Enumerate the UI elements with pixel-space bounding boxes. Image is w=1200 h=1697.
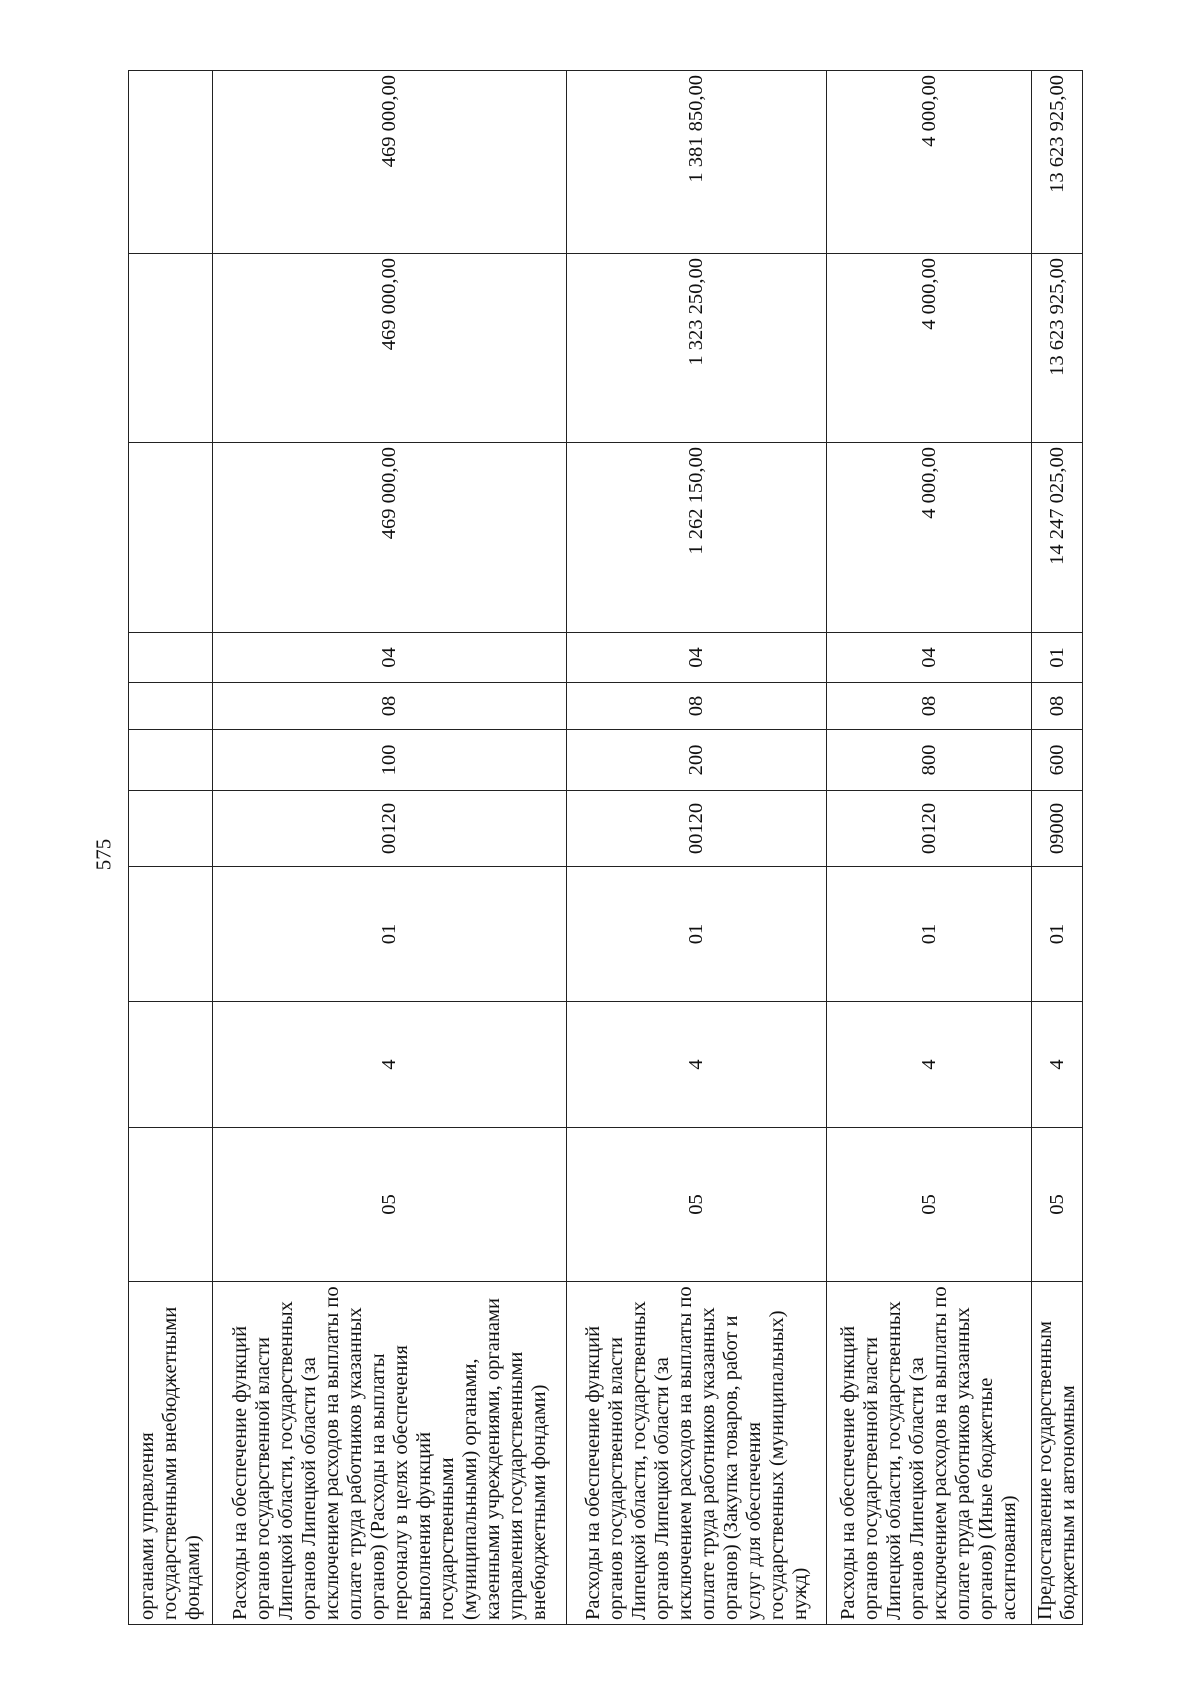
cell-year2: 13 623 925,00 [1032,254,1083,443]
cell-year3: 469 000,00 [213,71,567,254]
cell-gr: 05 [827,1128,1032,1282]
cell-s: 01 [1032,867,1083,1002]
cell-g: 4 [827,1002,1032,1128]
cell-vid [129,730,213,791]
cell-vid: 800 [827,730,1032,791]
cell-gr: 05 [567,1128,827,1282]
cell-pr: 04 [213,633,567,683]
cell-year3: 1 381 850,00 [567,71,827,254]
cell-gr [129,1128,213,1282]
cell-g: 4 [567,1002,827,1128]
table-row [129,71,213,1625]
row-description: Расходы на обеспечение функций органов государственной власти Липецкой области, государственных органов Липецкой области (за исключением расходов на выплаты по оплате труда работников указанных органов) (Расходы на выплаты персоналу в целях обеспечения выполнения функций государственными (муниципальными) органами, казенными учреждениями, органами управления государственными внебюджетными фондами) [213,1282,567,1625]
cell-prog: 00120 [567,791,827,867]
cell-g: 4 [1032,1002,1083,1128]
cell-r: 08 [213,683,567,730]
cell-year2 [129,254,213,443]
cell-r [129,683,213,730]
page-number: 575 [91,838,116,871]
cell-gr: 05 [1032,1128,1083,1282]
row-description: Предоставление государственным бюджетным и автономным [1032,1282,1083,1625]
cell-year1: 1 262 150,00 [567,443,827,633]
cell-s: 01 [827,867,1032,1002]
row-description: Расходы на обеспечение функций органов государственной власти Липецкой области, государственных органов Липецкой области (за исключением расходов на выплаты по оплате труда работников указанных органов) (Закупка товаров, работ и услуг для обеспечения государственных (муниципальных) нужд) [567,1282,827,1625]
cell-gr: 05 [213,1128,567,1282]
cell-year2: 469 000,00 [213,254,567,443]
cell-pr: 04 [567,633,827,683]
cell-pr: 01 [1032,633,1083,683]
cell-year3: 13 623 925,00 [1032,71,1083,254]
cell-pr [129,633,213,683]
cell-g [129,1002,213,1128]
budget-table [128,70,1083,1625]
cell-year2: 4 000,00 [827,254,1032,443]
cell-pr: 04 [827,633,1032,683]
table-row [827,71,1032,1625]
cell-vid: 100 [213,730,567,791]
cell-r: 08 [827,683,1032,730]
cell-g: 4 [213,1002,567,1128]
cell-year1 [129,443,213,633]
cell-prog: 00120 [827,791,1032,867]
rotated-table-wrapper [128,71,1079,1625]
cell-year3: 4 000,00 [827,71,1032,254]
cell-year3 [129,71,213,254]
row-description: Расходы на обеспечение функций органов государственной власти Липецкой области, государственных органов Липецкой области (за исключением расходов на выплаты по оплате труда работников указанных органов) (Иные бюджетные ассигнования) [827,1282,1032,1625]
cell-year1: 469 000,00 [213,443,567,633]
table-row [1032,71,1083,1625]
cell-vid: 600 [1032,730,1083,791]
cell-r: 08 [1032,683,1083,730]
cell-prog: 00120 [213,791,567,867]
cell-year1: 4 000,00 [827,443,1032,633]
row-description: органами управления государственными внебюджетными фондами) [129,1282,213,1625]
cell-s: 01 [567,867,827,1002]
cell-s: 01 [213,867,567,1002]
cell-prog [129,791,213,867]
cell-year2: 1 323 250,00 [567,254,827,443]
table-row [567,71,827,1625]
table-row [213,71,567,1625]
cell-vid: 200 [567,730,827,791]
cell-r: 08 [567,683,827,730]
cell-s [129,867,213,1002]
cell-prog: 09000 [1032,791,1083,867]
cell-year1: 14 247 025,00 [1032,443,1083,633]
